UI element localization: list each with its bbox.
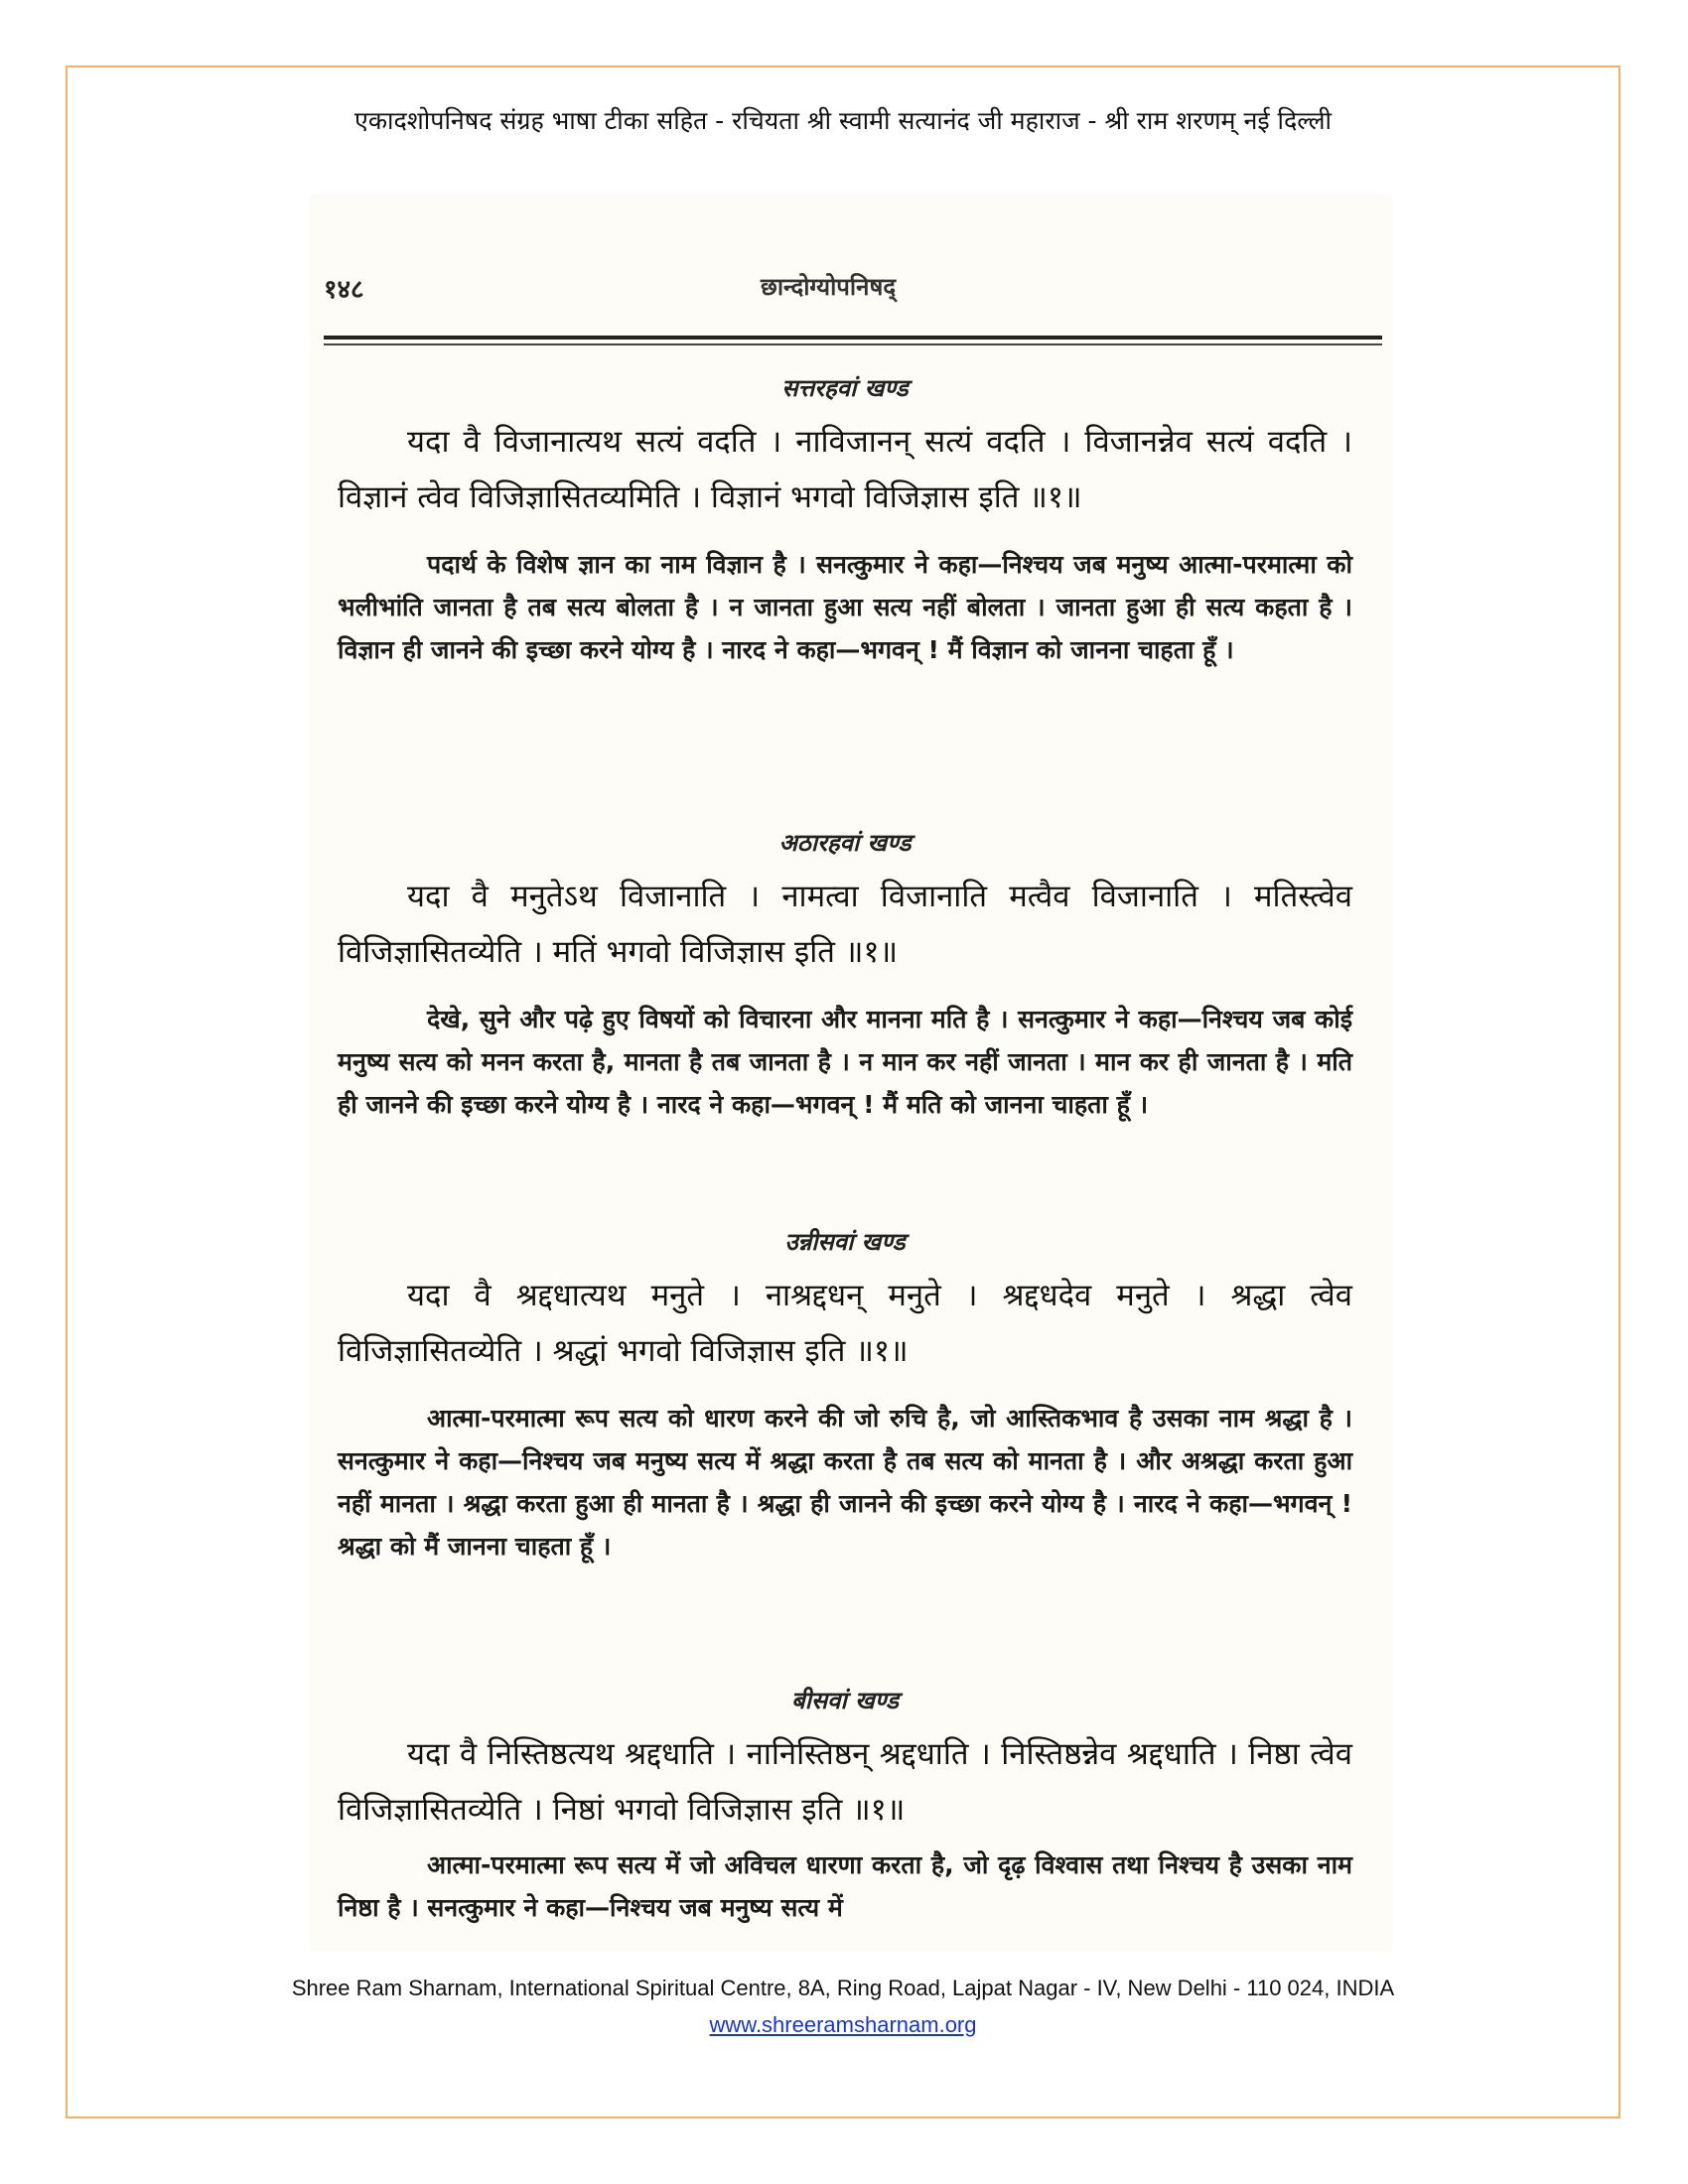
section-title: सत्तरहवां खण्ड [781,374,909,402]
section-title: अठारहवां खण्ड [778,829,912,857]
scanned-page [310,195,1392,1952]
header-rule-thin [324,343,1382,345]
sanskrit-verse: यदा वै निस्तिष्ठत्यथ श्रद्दधाति । नानिस्तिष्ठन् श्रद्दधाति । निस्तिष्ठन्नेव श्रद्दधाति । निष्ठा त्वेव विजिज्ञासितव्येति । निष्ठां भगवो विजिज्ञास इति ॥१॥ [338,1736,1352,1828]
footer-address: Shree Ram Sharnam, International Spiritual Centre, 8A, Ring Road, Lajpat Nagar - IV, New Delhi - 110 024, INDIA [291,1976,1395,2000]
section-title: बीसवां खण्ड [791,1687,899,1714]
running-title: छान्दोग्योपनिषद् [761,273,897,301]
hindi-commentary: पदार्थ के विशेष ज्ञान का नाम विज्ञान है । सनत्कुमार ने कहा—निश्चय जब मनुष्य आत्मा-परमात्मा को भलीभांति जानता है तब सत्य बोलता है । न जानता हुआ सत्य नहीं बोलता । जानता हुआ ही सत्य कहता है । विज्ञान ही जानने की इच्छा करने योग्य है । नारद ने कहा—भगवन् ! मैं विज्ञान को जानना चाहता हूँ । [338,550,1352,664]
hindi-commentary: आत्मा-परमात्मा रूप सत्य में जो अविचल धारणा करता है, जो दृढ़ विश्वास तथा निश्चय है उसका नाम निष्ठा है । सनत्कुमार ने कहा—निश्चय जब मनुष्य सत्य में [338,1850,1352,1922]
scan-top-bar [324,270,1382,305]
section-17 [338,371,1352,671]
website-link[interactable]: www.shreeramsharnam.org [709,2012,977,2037]
sanskrit-verse: यदा वै श्रद्दधात्यथ मनुते । नाश्रद्दधन् मनुते । श्रद्दधदेव मनुते । श्रद्धा त्वेव विजिज्ञासितव्येति । श्रद्धां भगवो विजिज्ञास इति ॥१॥ [338,1278,1352,1369]
header-rule [324,336,1382,340]
section-18 [338,826,1352,1126]
section-20 [338,1684,1352,1929]
page-number: १४८ [324,275,364,305]
sanskrit-verse: यदा वै विजानात्यथ सत्यं वदति । नाविजानन् सत्यं वदति । विजानन्नेव सत्यं वदति । विज्ञानं त्वेव विजिज्ञासितव्यमिति । विज्ञानं भगवो विजिज्ञास इति ॥१॥ [338,424,1352,515]
sanskrit-verse: यदा वै मनुतेऽथ विजानाति । नामत्वा विजानाति मत्वैव विजानाति । मतिस्त्वेव विजिज्ञासितव्येति । मतिं भगवो विजिज्ञास इति ॥१॥ [338,879,1352,970]
section-19 [338,1225,1352,1568]
hindi-commentary: आत्मा-परमात्मा रूप सत्य को धारण करने की जो रुचि है, जो आस्तिकभाव है उसका नाम श्रद्धा है । सनत्कुमार ने कहा—निश्चय जब मनुष्य सत्य में श्रद्धा करता है तब सत्य को मानता है । और अश्रद्धा करता हुआ नहीं मानता । श्रद्धा करता हुआ ही मानता है । श्रद्धा ही जानने की इच्छा करने योग्य है । नारद ने कहा—भगवन् ! श्रद्धा को मैं जानना चाहता हूँ । [338,1404,1352,1561]
section-title: उन्नीसवां खण्ड [784,1228,906,1256]
document-header: एकादशोपनिषद संग्रह भाषा टीका सहित - रचियता श्री स्वामी सत्यानंद जी महाराज - श्री राम शरणम् नई दिल्ली [354,106,1332,135]
hindi-commentary: देखे, सुने और पढ़े हुए विषयों को विचारना और मानना मति है । सनत्कुमार ने कहा—निश्चय जब कोई मनुष्य सत्य को मनन करता है, मानता है तब जानता है । न मान कर नहीं जानता । मान कर ही जानता है । मति ही जानने की इच्छा करने योग्य है । नारद ने कहा—भगवन् ! मैं मति को जानना चाहता हूँ । [338,1005,1352,1119]
